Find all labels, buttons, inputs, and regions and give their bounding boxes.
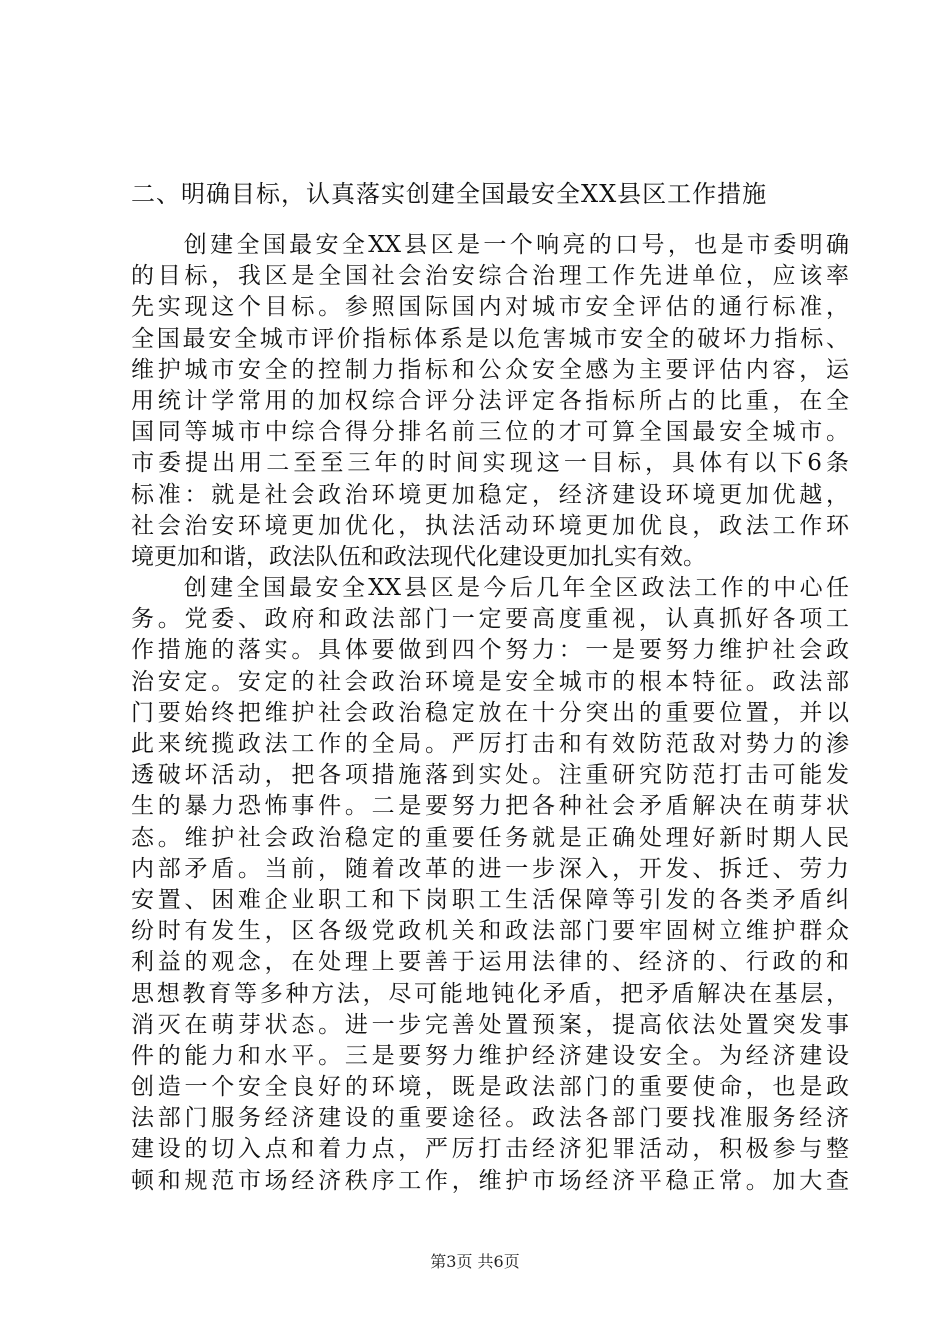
text-line: 创建全国最安全XX县区是一个响亮的口号，也是市委明确 xyxy=(131,232,849,258)
text-line: 全国最安全城市评价指标体系是以危害城市安全的破坏力指标、 xyxy=(131,325,849,352)
text-line: 国同等城市中综合得分排名前三位的才可算全国最安全城市。 xyxy=(131,419,849,446)
text-line: 利益的观念，在处理上要善于运用法律的、经济的、行政的和 xyxy=(131,949,849,976)
text-line: 创造一个安全良好的环境，既是政法部门的重要使命，也是政 xyxy=(131,1074,849,1101)
text-line: 的目标，我区是全国社会治安综合治理工作先进单位，应该率 xyxy=(131,263,849,290)
text-line: 用统计学常用的加权综合评分法评定各指标所占的比重，在全 xyxy=(131,387,849,414)
text-line: 社会治安环境更加优化，执法活动环境更加优良，政法工作环 xyxy=(131,512,849,539)
text-line: 维护城市安全的控制力指标和公众安全感为主要评估内容，运 xyxy=(131,356,849,383)
text-line: 门要始终把维护社会政治稳定放在十分突出的重要位置，并以 xyxy=(131,699,849,726)
text-line: 创建全国最安全XX县区是今后几年全区政法工作的中心任 xyxy=(131,575,849,602)
text-line: 此来统揽政法工作的全局。严厉打击和有效防范敌对势力的渗 xyxy=(131,731,849,757)
text-line: 作措施的落实。具体要做到四个努力：一是要努力维护社会政 xyxy=(131,637,849,664)
text-line: 内部矛盾。当前，随着改革的进一步深入，开发、拆迁、劳力 xyxy=(131,855,849,882)
text-line: 市委提出用二至至三年的时间实现这一目标，具体有以下6条 xyxy=(131,450,849,477)
text-line: 态。维护社会政治稳定的重要任务就是正确处理好新时期人民 xyxy=(131,824,849,851)
text-line: 标准：就是社会政治环境更加稳定，经济建设环境更加优越， xyxy=(131,481,849,508)
text-line: 务。党委、政府和政法部门一定要高度重视，认真抓好各项工 xyxy=(131,606,849,633)
text-line: 思想教育等多种方法，尽可能地钝化矛盾，把矛盾解决在基层， xyxy=(131,980,849,1007)
text-line: 建设的切入点和着力点，严厉打击经济犯罪活动，积极参与整 xyxy=(131,1136,849,1163)
text-line: 治安定。安定的社会政治环境是安全城市的根本特征。政法部 xyxy=(131,668,849,695)
text-line: 件的能力和水平。三是要努力维护经济建设安全。为经济建设 xyxy=(131,1042,849,1069)
text-line: 纷时有发生，区各级党政机关和政法部门要牢固树立维护群众 xyxy=(131,918,849,945)
body-text xyxy=(131,230,849,1197)
text-line: 境更加和谐，政法队伍和政法现代化建设更加扎实有效。 xyxy=(131,543,706,570)
text-line: 消灭在萌芽状态。进一步完善处置预案，提高依法处置突发事 xyxy=(131,1011,849,1038)
text-line: 生的暴力恐怖事件。二是要努力把各种社会矛盾解决在萌芽状 xyxy=(131,793,849,820)
text-line: 法部门服务经济建设的重要途径。政法各部门要找准服务经济 xyxy=(131,1105,849,1132)
text-line: 透破坏活动，把各项措施落到实处。注重研究防范打击可能发 xyxy=(131,762,849,789)
text-line: 先实现这个目标。参照国际国内对城市安全评估的通行标准， xyxy=(131,294,849,321)
section-heading: 二、明确目标，认真落实创建全国最安全XX县区工作措施 xyxy=(131,180,768,208)
page-number-footer: 第3页 共6页 xyxy=(430,1252,520,1271)
text-line: 顿和规范市场经济秩序工作，维护市场经济平稳正常。加大查 xyxy=(131,1167,849,1194)
text-line: 安置、困难企业职工和下岗职工生活保障等引发的各类矛盾纠 xyxy=(131,886,849,913)
